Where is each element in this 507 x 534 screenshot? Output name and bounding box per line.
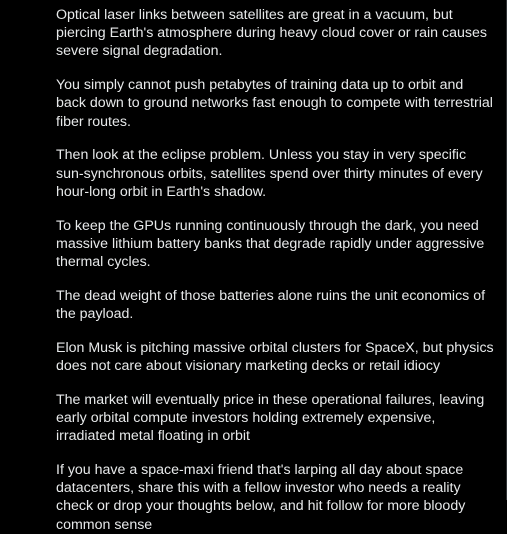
post-paragraph: Then look at the eclipse problem. Unless you stay in very specific sun-synchronous orbits, satellites spend over thirty minutes of every hour-long orbit in Earth's shadow. [56, 147, 483, 200]
post-paragraph: Elon Musk is pitching massive orbital clusters for SpaceX, but physics does not care about visionary marketing decks or retail idiocy [56, 339, 494, 375]
post-paragraph: The market will eventually price in these operational failures, leaving early orbital compute investors holding extremely expensive, irradiated metal floating in orbit [56, 391, 485, 445]
post-paragraph: The dead weight of those batteries alone ruins the unit economics of the payload. [56, 287, 486, 323]
post-paragraph: To keep the GPUs running continuously through the dark, you need massive lithium battery banks that degrade rapidly under aggressive thermal cycles. [56, 217, 485, 271]
post-text [56, 6, 496, 534]
post-paragraph: If you have a space-maxi friend that's larping all day about space datacenters, share this with a fellow investor who needs a reality check or drop your thoughts below, and hit follow for more bloody common sense [56, 462, 466, 533]
post-paragraph: Optical laser links between satellites are great in a vacuum, but piercing Earth's atmosphere during heavy cloud cover or rain causes severe signal degradation. [56, 7, 487, 60]
post-paragraph: You simply cannot push petabytes of training data up to orbit and back down to ground networks fast enough to compete with terrestrial fiber routes. [56, 77, 493, 130]
